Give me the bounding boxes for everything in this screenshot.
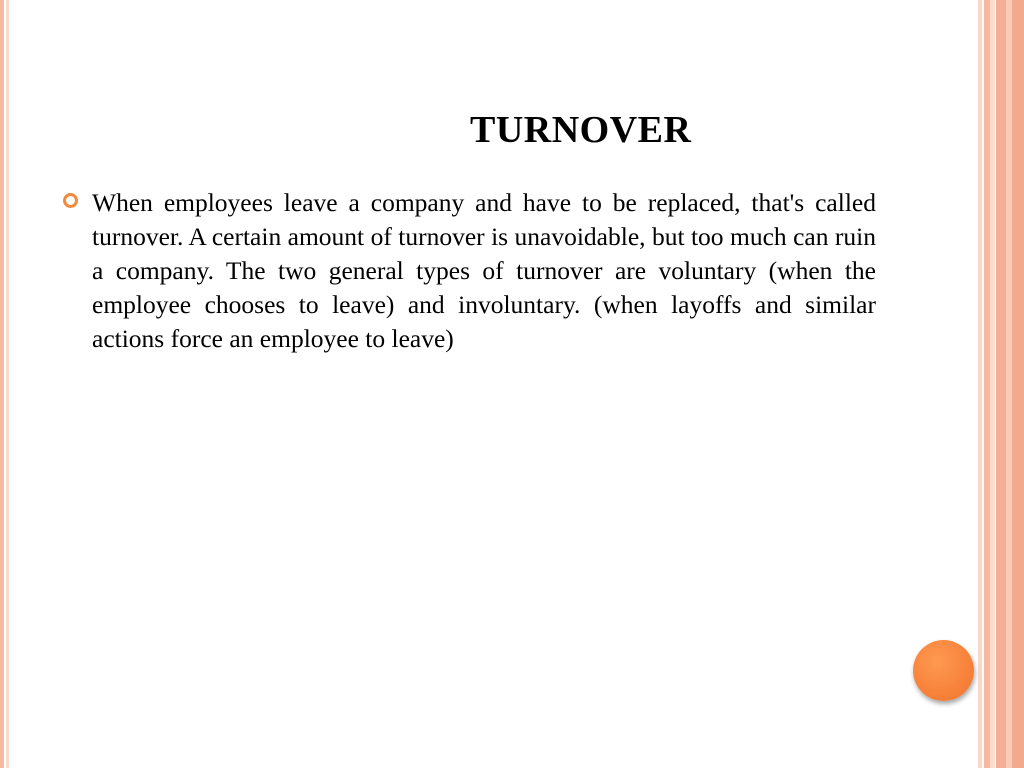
right-border-stripe xyxy=(990,0,995,768)
ring-bullet-icon xyxy=(63,193,78,208)
right-border-stripe xyxy=(996,0,1006,768)
left-border-stripe-inner xyxy=(6,0,9,768)
left-border-stripe xyxy=(0,0,4,768)
orange-circle-icon xyxy=(913,640,974,701)
right-border-stripe xyxy=(978,0,982,768)
slide-title: TURNOVER xyxy=(470,109,692,151)
right-border-stripe xyxy=(1012,0,1024,768)
bullet-text: When employees leave a company and have to be replaced, that's called turnover. A certain amount of turnover is unavoidable, but too much can ruin a company. The two general types of turnover are voluntary (when the employee chooses to leave) and involuntary. (when layoffs and similar actions force an employee to leave) xyxy=(92,188,876,353)
